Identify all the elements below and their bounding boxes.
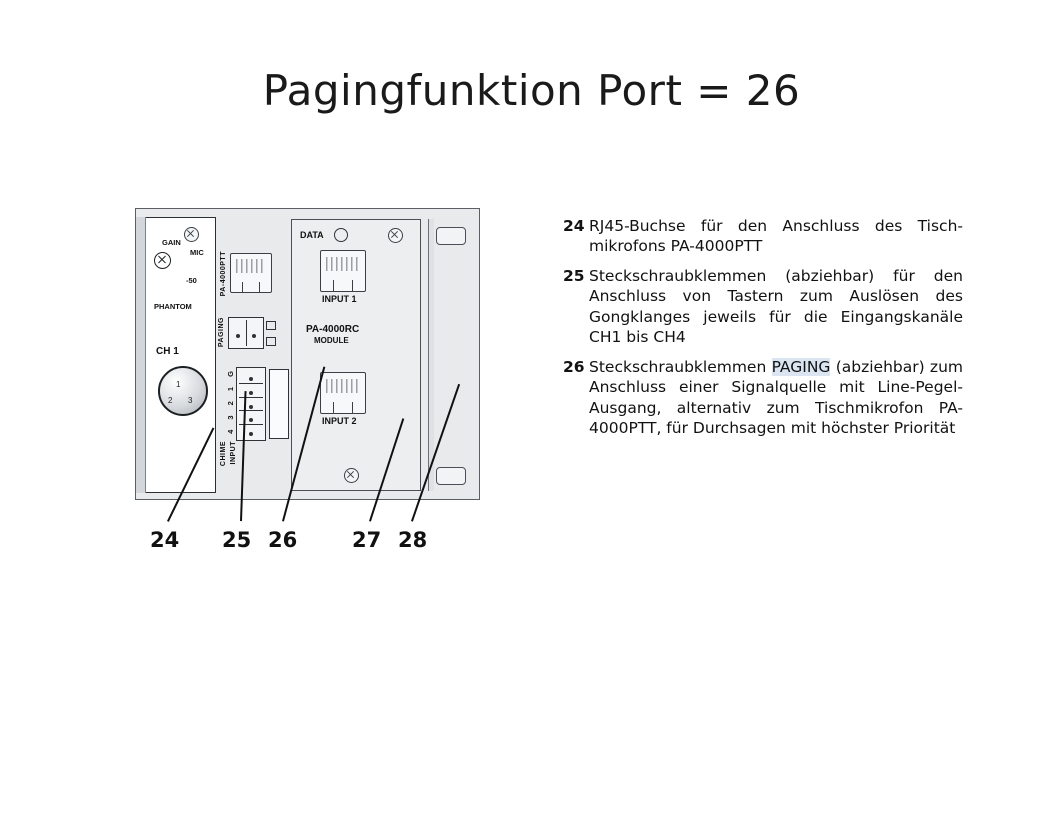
label-gain: GAIN (162, 238, 181, 247)
panel-left-strip (136, 217, 146, 493)
module-screw-top (388, 228, 403, 243)
label-terminal-numbers: 4 3 2 1 G (226, 367, 235, 434)
ch1-input-connector (158, 366, 208, 416)
label-pa4000ptt: PA-4000PTT (220, 251, 227, 297)
legend-text (589, 266, 963, 348)
legend-text-part: Steckschraubklemmen (589, 357, 772, 376)
chime-terminal-cell (239, 370, 263, 384)
label-chime: CHIME (220, 441, 227, 467)
pa4000rc-module (291, 219, 421, 491)
device-figure (130, 203, 480, 563)
legend-item-25 (563, 266, 963, 348)
module-screw-bottom (344, 468, 359, 483)
legend-number: 26 (563, 357, 585, 376)
rj45-notch (333, 280, 352, 292)
legend-item-26 (563, 357, 963, 439)
paging-terminal-cell (247, 320, 262, 346)
callout-number-27: 27 (352, 528, 382, 552)
panel-right-strip (428, 219, 434, 491)
gain-trim-screw (154, 252, 171, 269)
paging-terminal-block (228, 317, 264, 349)
legend-number: 25 (563, 266, 585, 285)
label-module-title: PA-4000RC (306, 324, 360, 335)
legend-number: 24 (563, 217, 585, 235)
panel-white-section (146, 217, 216, 493)
chime-connector-plug (269, 369, 289, 439)
paging-screw-detail-bottom (266, 337, 276, 346)
paging-terminal-cells (231, 320, 261, 346)
legend-item-24 (563, 216, 963, 257)
label-module-sub: MODULE (314, 336, 349, 345)
callout-number-28: 28 (398, 528, 428, 552)
legend-list (563, 216, 963, 448)
legend-text (589, 357, 963, 439)
label-ch1: CH 1 (156, 346, 179, 357)
legend-highlight-paging: PAGING (771, 357, 831, 376)
legend-text (589, 216, 963, 257)
callout-number-25: 25 (222, 528, 252, 552)
legend-text-part: RJ45-Buchse für den Anschluss des Tisch-mikrofons PA-4000PTT (589, 217, 963, 256)
callout-number-26: 26 (268, 528, 298, 552)
label-mic: MIC (190, 248, 204, 257)
chime-terminal-block (236, 367, 266, 441)
label-input1: INPUT 1 (322, 294, 357, 304)
chime-terminal-cell (239, 398, 263, 412)
connector-pin-label-3: 3 (188, 396, 193, 405)
legend-text-part: Steckschraubklemmen (abziehbar) für den Anschluss von Tastern zum Auslösen des Gongklanges jeweils für die Eingangskanäle CH1 bis CH4 (589, 266, 963, 347)
chime-terminal-cell (239, 384, 263, 398)
data-led (334, 228, 348, 242)
connector-pin-label-1: 1 (176, 380, 181, 389)
rj45-pins (236, 259, 266, 273)
label-input2: INPUT 2 (322, 416, 357, 426)
rj45-input2-jack (320, 372, 366, 414)
rack-ear-bottom (436, 467, 466, 485)
paging-screw-detail-top (266, 321, 276, 330)
panel-screw-top-left (184, 227, 199, 242)
connector-pin-label-2: 2 (168, 396, 173, 405)
label-data: DATA (300, 230, 324, 240)
rj45-notch (333, 402, 352, 414)
rj45-pins (326, 379, 359, 393)
rj45-pins (326, 257, 359, 271)
rack-ear-top (436, 227, 466, 245)
label-paging: PAGING (218, 317, 225, 348)
legend-text-part: (abziehbar) zum Anschluss einer Signalquelle mit Line-Pegel-Ausgang, alternativ zum Tischmikrofon PA-4000PTT, für Durchsagen mit höchster Priorität (589, 357, 963, 438)
paging-terminal-cell (231, 320, 247, 346)
device-front-panel (135, 208, 480, 500)
rj45-pa4000ptt-jack (230, 253, 272, 293)
callout-number-24: 24 (150, 528, 180, 552)
label-minus50: -50 (186, 276, 197, 285)
label-phantom: PHANTOM (154, 302, 192, 311)
label-input: INPUT (230, 441, 237, 465)
rj45-notch (242, 282, 260, 293)
rj45-input1-jack (320, 250, 366, 292)
page-title: Pagingfunktion Port = 26 (262, 66, 801, 115)
